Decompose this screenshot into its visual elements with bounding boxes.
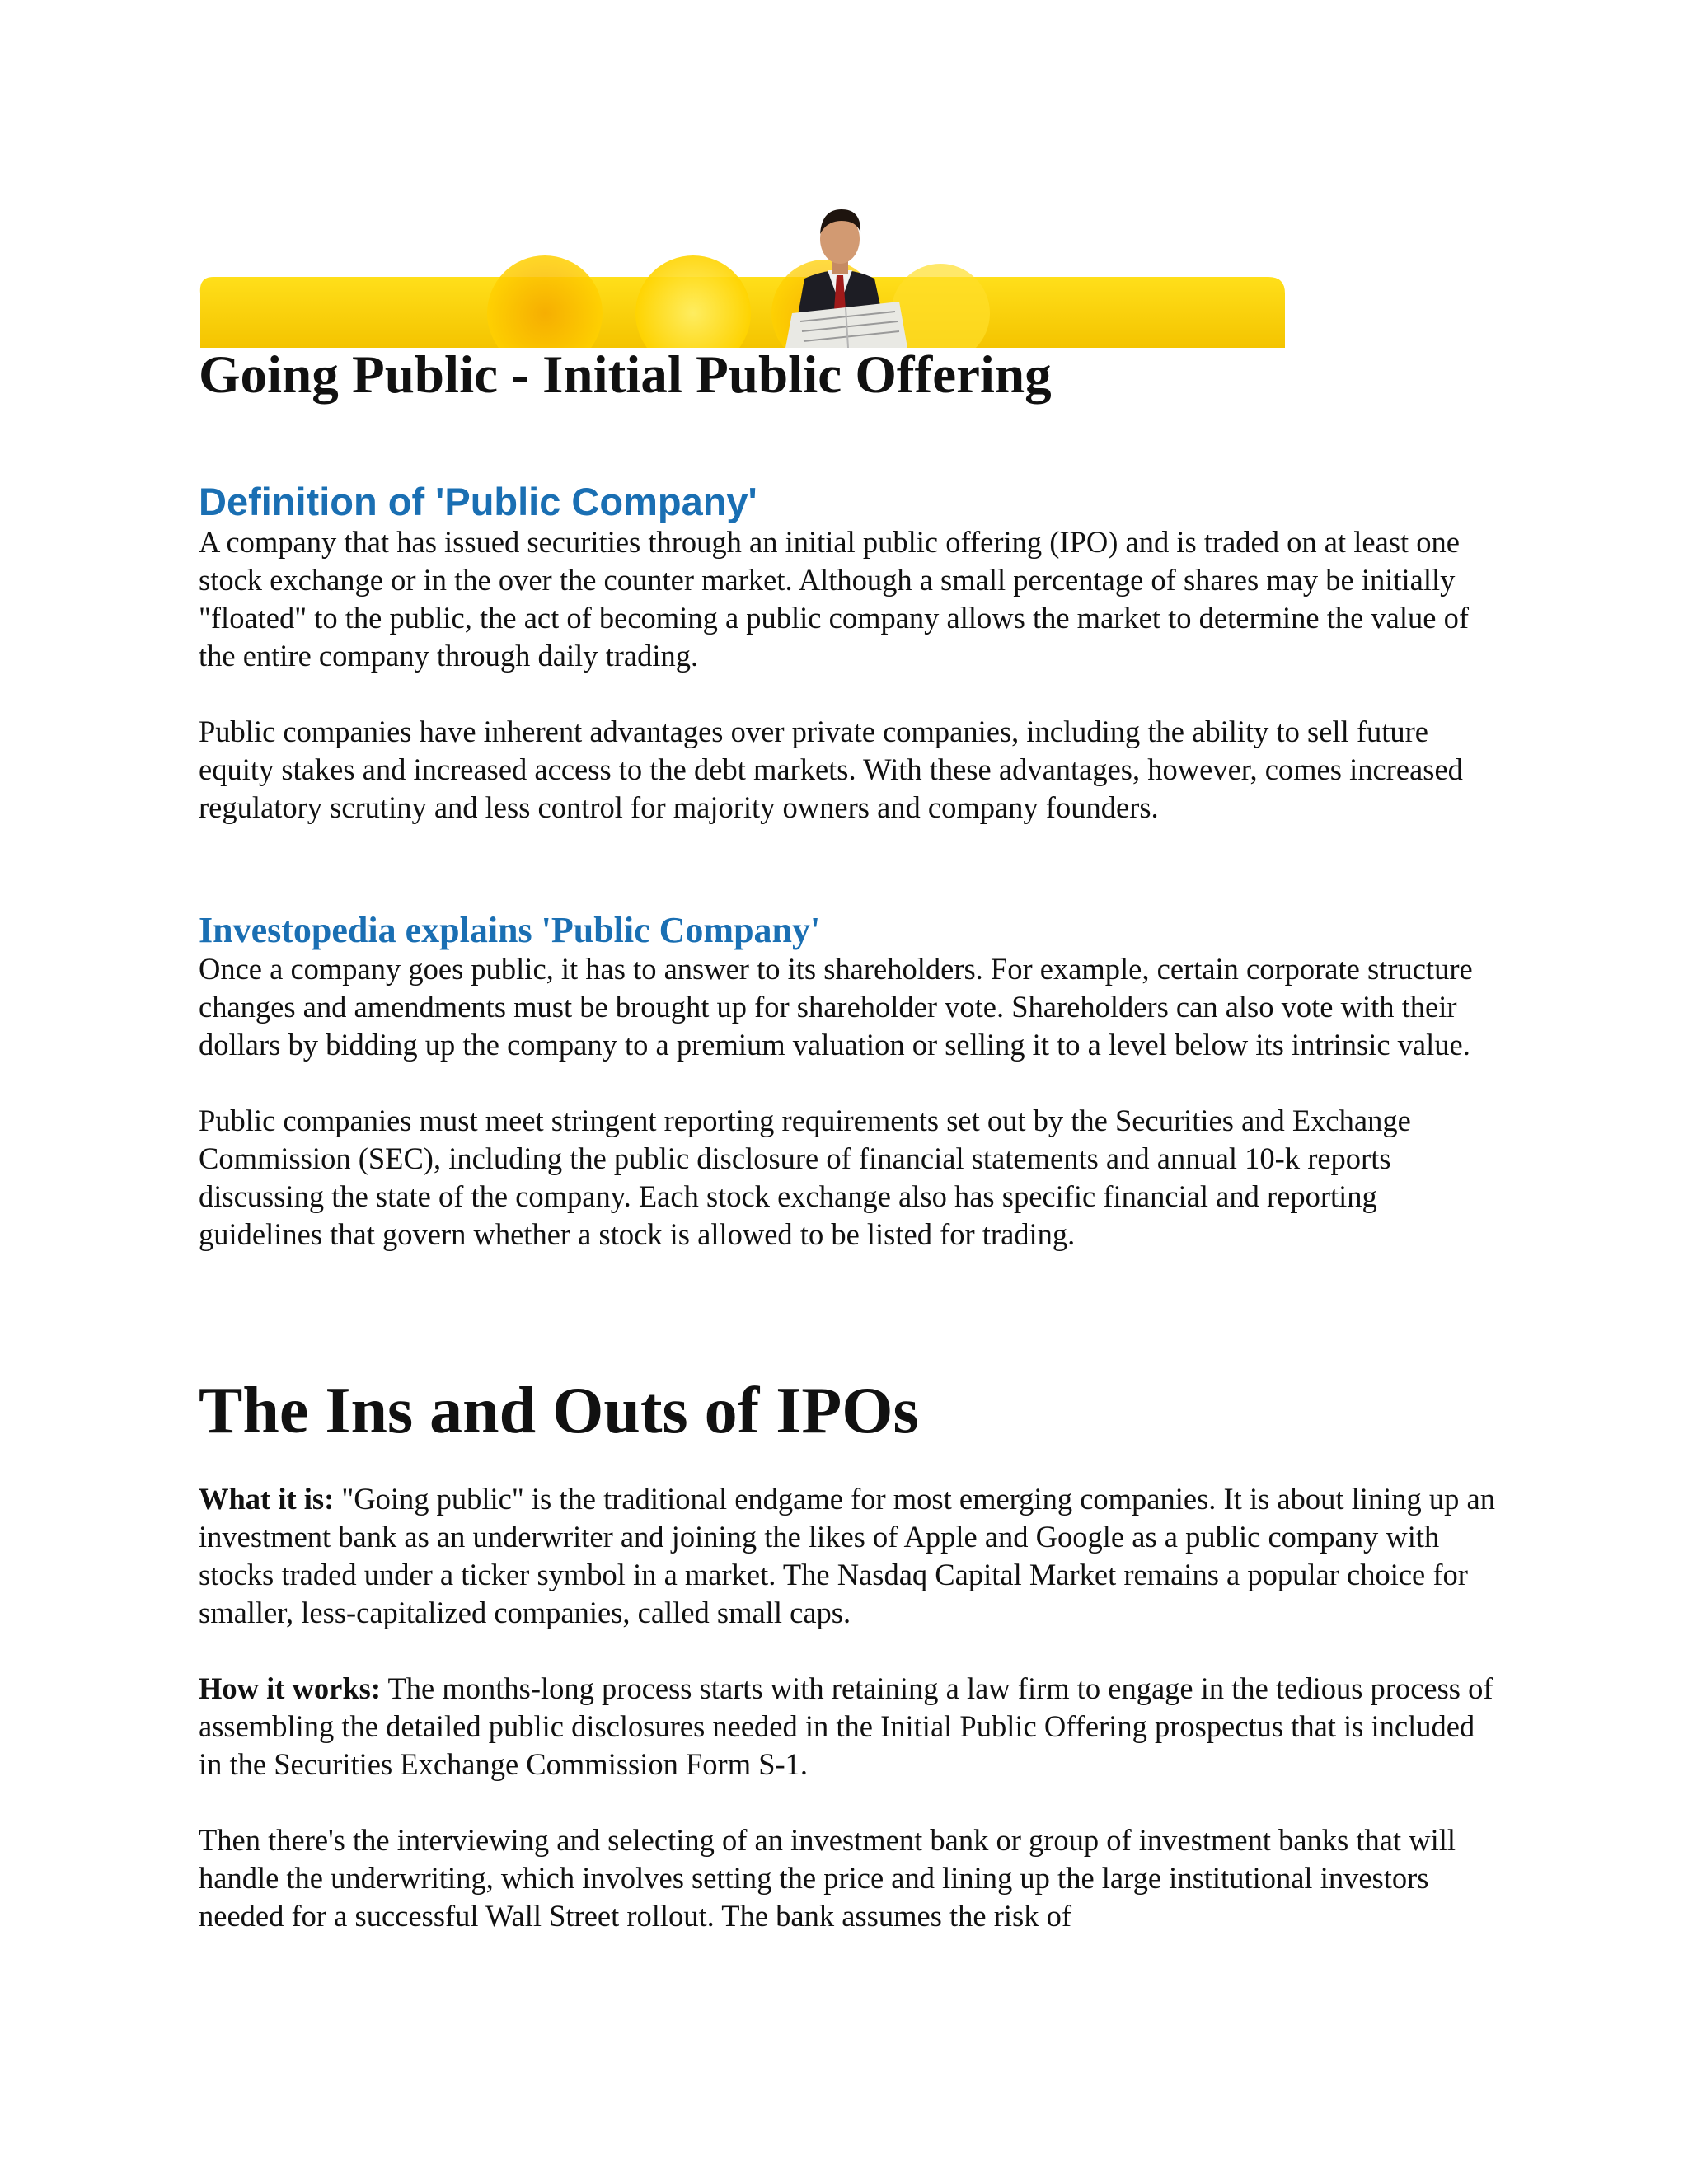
definition-section bbox=[199, 480, 1501, 827]
definition-paragraph-2: Public companies have inherent advantages over private companies, including the ability to sell future equity stakes and increased access to the debt markets. With these advantages, however, comes increased regulatory scrutiny and less control for majority owners and company founders. bbox=[199, 714, 1463, 824]
then-paragraph: Then there's the interviewing and selecting of an investment bank or group of investment banks that will handle the underwriting, which involves setting the price and lining up the large institutional investors needed for a successful Wall Street rollout. The bank assumes the risk of bbox=[199, 1823, 1456, 1933]
ipos-heading: The Ins and Outs of IPOs bbox=[199, 1375, 919, 1447]
explains-section bbox=[199, 911, 1501, 1254]
what-it-is-label: What it is: bbox=[199, 1482, 335, 1516]
businessman-banner-icon bbox=[199, 198, 1287, 348]
what-it-is-paragraph bbox=[199, 1480, 1501, 1632]
how-it-works-label: How it works: bbox=[199, 1671, 382, 1705]
explains-heading: Investopedia explains 'Public Company' bbox=[199, 910, 821, 950]
banner-image bbox=[199, 198, 1287, 348]
definition-heading: Definition of 'Public Company' bbox=[199, 480, 757, 523]
definition-paragraph-1: A company that has issued securities through an initial public offering (IPO) and is traded on at least one stock exchange or in the over the counter market. Although a small percentage of shares may be initially "floated" to the public, the act of becoming a public company allows the market to determine the value of the entire company through daily trading. bbox=[199, 524, 1470, 673]
how-it-works-paragraph bbox=[199, 1670, 1501, 1783]
explains-paragraph-2: Public companies must meet stringent reporting requirements set out by the Securities and Exchange Commission (SEC), including the public disclosure of financial statements and annual 10-k reports discussing the state of the company. Each stock exchange also has specific financial and reporting guidelines that govern whether a stock is allowed to be listed for trading. bbox=[199, 1104, 1411, 1252]
how-it-works-text: The months-long process starts with retaining a law firm to engage in the tedious process of assembling the detailed public disclosures needed in the Initial Public Offering prospectus that is included in the Securities Exchange Commission Form S-1. bbox=[199, 1671, 1493, 1781]
ipos-section bbox=[199, 1375, 1501, 1935]
document-title: Going Public - Initial Public Offering bbox=[199, 345, 1052, 405]
explains-paragraph-1: Once a company goes public, it has to answer to its shareholders. For example, certain corporate structure changes and amendments must be brought up for shareholder vote. Shareholders can also vote with their dollars by bidding up the company to a premium valuation or selling it to a level below its intrinsic value. bbox=[199, 952, 1473, 1062]
what-it-is-text: "Going public" is the traditional endgame for most emerging companies. It is about lining up an investment bank as an underwriter and joining the likes of Apple and Google as a public company with stocks traded under a ticker symbol in a market. The Nasdaq Capital Market remains a popular choice for smaller, less-capitalized companies, called small caps. bbox=[199, 1482, 1496, 1629]
